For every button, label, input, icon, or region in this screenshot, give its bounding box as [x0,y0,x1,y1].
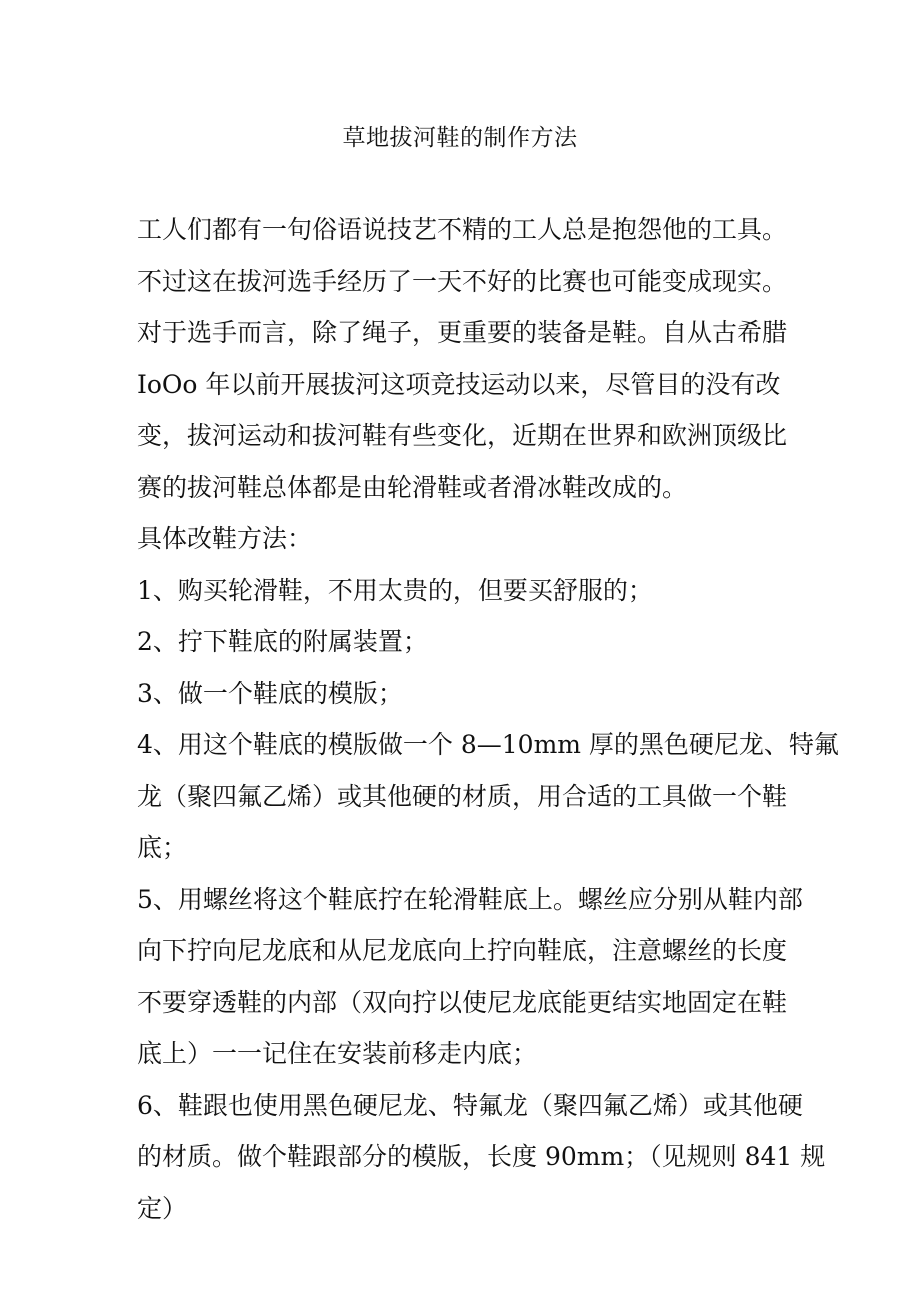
text-line: 3、做一个鞋底的模版； [137,678,403,708]
text-line: 具体改鞋方法： [137,524,313,553]
text-line: 1、购买轮滑鞋，不用太贵的，但要买舒服的； [137,575,653,605]
text-line: 变，拔河运动和拔河鞋有些变化，近期在世界和欧洲顶级比 [137,421,788,450]
text-line: 6、鞋跟也使用黑色硬尼龙、特氟龙（聚四氟乙烯）或其他硬 [137,1090,803,1120]
document-title: 草地拔河鞋的制作方法 [342,125,578,151]
step-5 [137,874,803,1080]
text-line: 底上）一一记住在安装前移走内底； [137,1039,538,1068]
step-2 [137,616,797,668]
text-line: 5、用螺丝将这个鞋底拧在轮滑鞋底上。螺丝应分别从鞋内部 [137,884,803,914]
step-6 [137,1080,826,1235]
method-heading [137,513,797,565]
text-line: 不要穿透鞋的内部（双向拧以使尼龙底能更结实地固定在鞋 [137,987,788,1017]
step-1 [137,565,797,617]
text-line: 2、拧下鞋底的附属装置； [137,627,428,656]
step-3 [137,668,797,720]
text-line: 的材质。做个鞋跟部分的模版，长度 90mm；（见规则 841 规 [137,1142,826,1171]
text-line: 对于选手而言，除了绳子，更重要的装备是鞋。自从古希腊 [137,318,788,347]
text-line: 向下拧向尼龙底和从尼龙底向上拧向鞋底，注意螺丝的长度 [137,936,788,965]
text-line: 赛的拔河鞋总体都是由轮滑鞋或者滑冰鞋改成的。 [137,472,688,502]
document-body [137,204,839,1234]
text-line: 定） [137,1193,188,1223]
text-line: IoOo 年以前开展拔河这项竞技运动以来，尽管目的没有改 [137,369,781,399]
text-line: 不过这在拔河选手经历了一天不好的比赛也可能变成现实。 [137,266,788,296]
text-line: 4、用这个鞋底的模版做一个 8—10mm 厚的黑色硬尼龙、特氟 [137,730,839,759]
intro-paragraph [137,204,797,513]
text-line: 龙（聚四氟乙烯）或其他硬的材质，用合适的工具做一个鞋 [137,781,788,811]
text-line: 底； [137,833,188,862]
step-4 [137,719,839,874]
text-line: 工人们都有一句俗语说技艺不精的工人总是抱怨他的工具。 [137,215,788,244]
